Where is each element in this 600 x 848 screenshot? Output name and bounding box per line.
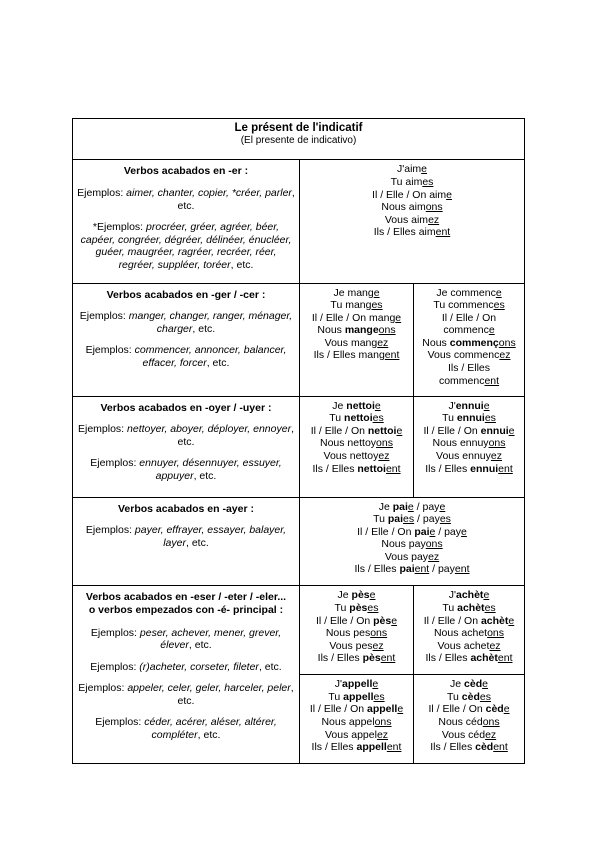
conj-line: Ils / Elles nettoient — [312, 462, 401, 475]
conj-line: Nous payons — [381, 538, 443, 551]
examples-eter: Ejemplos: (r)acheter, corseter, fileter, etc. — [90, 660, 282, 673]
conj-line: J'achète — [448, 589, 490, 602]
conj-line: Il / Elle / On pèse — [315, 614, 398, 627]
conj-appeler — [300, 675, 414, 764]
examples-er-2: *Ejemplos: procréer, gréer, agréer, béer, capéer, congréer, dégréer, délinéer, énucléer, guéer, maugréer, ragréer, recréer, réer, regréer, suppléer, toréer, etc. — [80, 221, 292, 271]
heading-eser-eter-eler: Verbos acabados en -eser / -eter / -eler... o verbos empezados con -é- principal : — [85, 591, 287, 616]
conj-line: Vous payez — [384, 550, 440, 563]
conj-line: Il / Elle / On nettoie — [310, 424, 403, 437]
conj-aimer — [300, 160, 525, 283]
section-er — [73, 160, 525, 283]
heading-ayer: Verbos acabados en -ayer : — [118, 502, 254, 515]
conj-line: J'appelle — [334, 678, 379, 691]
examples-eler: Ejemplos: appeler, celer, geler, harceler, peler, etc. — [78, 682, 294, 707]
conj-line: Nous pesons — [325, 627, 388, 640]
conj-line: Tu manges — [330, 299, 383, 312]
conj-line: Nous mangeons — [317, 324, 396, 337]
conj-line: Nous cédons — [438, 715, 500, 728]
conj-line: Il / Elle / On commence — [441, 311, 497, 337]
conj-line: Il / Elle / On achète — [423, 614, 515, 627]
conj-line: Ils / Elles achètent — [425, 652, 513, 665]
conj-line: Ils / Elles cèdent — [430, 741, 508, 754]
conj-line: Nous achetons — [433, 627, 505, 640]
heading-er: Verbos acabados en -er : — [123, 165, 249, 178]
rule-cell-eser-eter-eler — [73, 586, 300, 764]
conj-line: Ils / Elles mangent — [313, 349, 400, 362]
conj-line: Nous ennuyons — [432, 437, 506, 450]
conj-line: J'aime — [396, 163, 428, 176]
conj-line: Vous mangez — [324, 336, 389, 349]
conj-line: Tu aimes — [390, 175, 434, 188]
conj-line: Vous nettoyez — [323, 449, 390, 462]
conj-ceder — [414, 675, 525, 764]
examples-ayer: Ejemplos: payer, effrayer, essayer, balayer, layer, etc. — [85, 524, 287, 549]
conj-line: J'ennuie — [448, 399, 490, 412]
conj-line: Je nettoie — [332, 399, 381, 412]
page-subtitle: (El presente de indicativo) — [240, 135, 357, 146]
title-cell — [73, 119, 525, 160]
conj-line: Je paie / paye — [378, 500, 446, 513]
conj-line: Il / Elle / On appelle — [309, 703, 404, 716]
conj-line: Vous pesez — [329, 639, 384, 652]
conj-line: Nous appelons — [321, 715, 392, 728]
rule-cell-ger-cer — [73, 283, 300, 396]
conj-line: Il / Elle / On aime — [372, 188, 452, 201]
conj-line: Je cède — [450, 678, 488, 691]
title-row — [73, 119, 525, 160]
conj-line: Vous ennuyez — [436, 449, 502, 462]
conj-line: Ils / Elles ennuient — [425, 462, 513, 475]
conj-line: Il / Elle / On ennuie — [423, 424, 515, 437]
conj-line: Vous achetez — [437, 639, 501, 652]
conj-line: Vous cédez — [441, 728, 497, 741]
conj-commencer — [414, 283, 525, 396]
conj-peser — [300, 586, 414, 675]
rule-cell-er — [73, 160, 300, 283]
conj-line: Ils / Elles paient / payent — [354, 563, 470, 576]
examples-eser: Ejemplos: peser, achever, mener, grever, élever, etc. — [90, 626, 282, 652]
conj-line: Ils / Elles pèsent — [317, 652, 396, 665]
conj-manger — [300, 283, 414, 396]
section-oyer-uyer — [73, 396, 525, 497]
conj-line: Vous appelez — [324, 728, 389, 741]
section-ger-cer — [73, 283, 525, 396]
conj-line: Tu paies / payes — [373, 513, 451, 526]
page-title: Le présent de l'indicatif — [234, 122, 363, 134]
rule-cell-oyer-uyer — [73, 396, 300, 497]
conj-payer — [300, 497, 525, 586]
section-ayer — [73, 497, 525, 586]
conj-ennuyer — [414, 396, 525, 497]
heading-oyer-uyer: Verbos acabados en -oyer / -uyer : — [100, 401, 272, 414]
conj-line: Tu ennuies — [442, 412, 496, 425]
heading-ger-cer: Verbos acabados en -ger / -cer : — [106, 288, 266, 301]
conj-line: Ils / Elles aiment — [373, 226, 451, 239]
conj-line: Tu pèses — [334, 601, 379, 614]
conj-line: Il / Elle / On mange — [311, 311, 402, 324]
section-eser-eter-eler-a — [73, 586, 525, 675]
conj-line: Nous nettoyons — [320, 437, 393, 450]
conj-line: Tu nettoies — [329, 412, 384, 425]
conj-line: Ils / Elles appellent — [311, 741, 402, 754]
examples-cer: Ejemplos: commencer, annoncer, balancer, effacer, forcer, etc. — [85, 344, 287, 369]
examples-er-1: Ejemplos: aimer, chanter, copier, *créer, parler, etc. — [77, 186, 295, 212]
rule-cell-ayer — [73, 497, 300, 586]
conj-line: Tu appelles — [328, 690, 385, 703]
conj-line: Je pèse — [337, 589, 376, 602]
conj-line: Il / Elle / On cède — [428, 703, 510, 716]
conj-nettoyer — [300, 396, 414, 497]
conj-line: Je mange — [333, 286, 380, 299]
examples-oyer: Ejemplos: nettoyer, aboyer, déployer, ennoyer, etc. — [78, 423, 294, 448]
conj-line: Tu commences — [433, 299, 505, 312]
conj-line: Ils / Elles commencent — [438, 362, 500, 387]
conjugation-table — [72, 118, 525, 764]
examples-e-principal: Ejemplos: céder, acérer, aléser, altérer, compléter, etc. — [95, 716, 277, 742]
conj-acheter — [414, 586, 525, 675]
conj-line: Nous commençons — [422, 336, 516, 349]
conj-line: Vous aimez — [384, 213, 440, 226]
conj-line: Nous aimons — [381, 201, 443, 214]
conj-line: Il / Elle / On paie / paye — [357, 525, 467, 538]
conj-line: Tu achètes — [442, 601, 496, 614]
conj-line: Tu cèdes — [447, 690, 491, 703]
examples-ger: Ejemplos: manger, changer, ranger, ménager, charger, etc. — [79, 310, 293, 335]
conj-line: Vous commencez — [427, 349, 511, 362]
conj-line: Je commence — [436, 286, 502, 299]
examples-uyer: Ejemplos: ennuyer, désennuyer, essuyer, appuyer, etc. — [90, 457, 282, 482]
